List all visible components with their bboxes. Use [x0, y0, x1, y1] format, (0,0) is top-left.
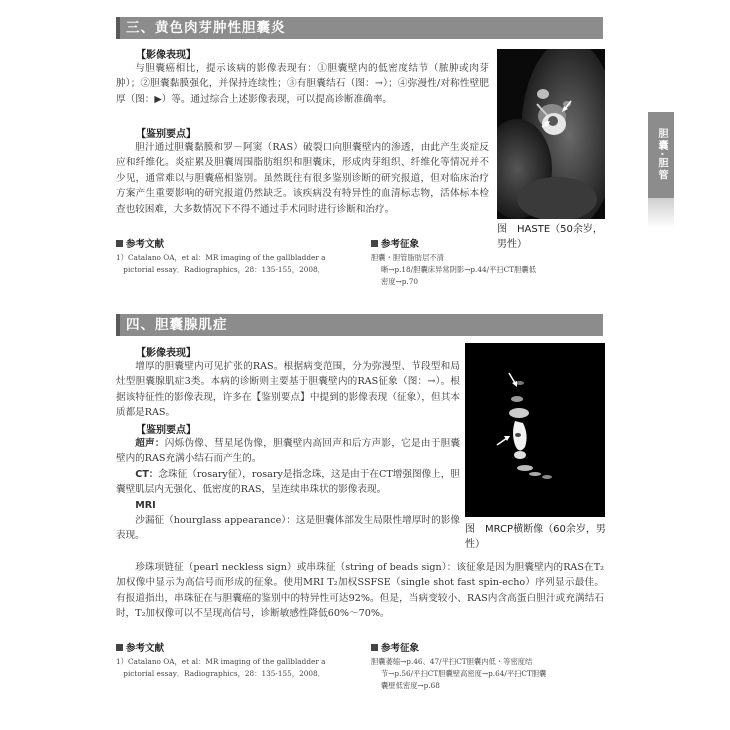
square-bullet-icon: [371, 240, 378, 247]
ct-label: CT：: [135, 468, 159, 480]
section4-imaging-heading: 【影像表现】: [136, 348, 196, 359]
mrcp-mri-image: [465, 343, 605, 517]
square-bullet-icon: [116, 240, 123, 247]
haste-mri-image: [497, 49, 605, 219]
section3-refs-list: [116, 252, 366, 276]
side-tab-shadow: [648, 198, 674, 228]
header-accent-bar: [116, 17, 120, 39]
section4-ct-paragraph: [116, 467, 460, 498]
square-bullet-icon: [116, 644, 123, 651]
sign-line: 晰→p.18/胆囊床异常阴影→p.44/平扫CT胆囊低: [381, 265, 537, 274]
section4-signs-heading-text: 参考征象: [381, 643, 420, 654]
section4-mri-text-wide: [116, 560, 604, 622]
reference-line: 1）Catalano OA，et al：MR imaging of the gallbladder a: [116, 253, 326, 262]
sign-line: 胆囊萎缩→p.46、47/平扫CT胆囊内低・等密度结: [371, 657, 533, 666]
section3-diff-paragraph: 胆汁通过胆囊黏膜和罗－阿窦（RAS）破裂口向胆囊壁内的渗透，由此产生炎症反应和纤维化。炎症累及胆囊周围脂肪组织和胆囊床，形成肉芽组织、纤维化等情况并不少见，通常难以与胆囊癌相鉴别。虽然既往有很多鉴别诊断的研究报道，但对临床治疗方案产生重要影响的研究报道仍然缺乏。该疾病没有特异性的血清标志物，活体标本检查也较困难，大多数情况下不得不通过手术同时进行诊断和治疗。: [116, 142, 489, 215]
section4-mri-paragraph-1: 沙漏征（hourglass appearance）：这是胆囊体部发生局限性增厚时的影像表现。: [116, 515, 460, 542]
section3-signs-heading-text: 参考征象: [381, 239, 420, 250]
reference-line: pictorial essay．Radiographics，28：135-155，2008．: [116, 669, 325, 678]
section3-signs-list: [371, 252, 611, 288]
us-text: 闪烁伪像、彗星尾伪像，胆囊壁内高回声和后方声影，它是由于胆囊壁内的RAS充满小结石而产生的。: [116, 438, 461, 465]
section3-imaging-heading: 【影像表现】: [136, 50, 196, 61]
sign-line: 胆囊・胆管脂肪层不清: [371, 253, 444, 262]
section4-figure-caption: 图 MRCP横断像（60余岁，男性）: [465, 524, 606, 550]
section3-refs-heading-text: 参考文献: [126, 239, 165, 250]
section4-signs-heading: [371, 640, 419, 654]
haste-mri-drawing: [497, 49, 605, 219]
section3-figure-caption: 图 HASTE（50余岁，男性）: [497, 224, 603, 250]
section4-diff-heading: 【鉴别要点】: [136, 425, 196, 436]
header-accent-bar: [116, 314, 120, 336]
section4-mri-label-line: [116, 498, 460, 513]
square-bullet-icon: [371, 644, 378, 651]
reference-line: pictorial essay．Radiographics，28：135-155，2008．: [116, 265, 325, 274]
side-chapter-tab: 胆囊·胆管: [648, 112, 674, 198]
mri-label: MRI: [135, 499, 156, 511]
section3-header: [116, 17, 603, 39]
sign-line: 囊壁低密度→p.68: [381, 681, 440, 690]
section4-refs-heading: [116, 640, 164, 654]
mrcp-mri-drawing: [465, 343, 605, 517]
section3-diff-text: [116, 140, 489, 217]
section4-refs-list: [116, 656, 366, 680]
section4-us-paragraph: [116, 436, 460, 467]
reference-line: 1）Catalano OA，et al：MR imaging of the gallbladder a: [116, 657, 326, 666]
section4-header: [116, 314, 603, 336]
section4-title: 四、胆囊腺肌症: [126, 317, 228, 333]
section3-title: 三、黄色肉芽肿性胆囊炎: [126, 20, 286, 36]
section4-refs-heading-text: 参考文献: [126, 643, 165, 654]
section4-signs-list: [371, 656, 611, 692]
us-label: 超声：: [135, 438, 165, 449]
section3-imaging-paragraph: 与胆囊癌相比，提示该病的影像表现有：①胆囊壁内的低密度结节（脓肿或肉芽肿）；②胆囊黏膜强化，并保持连续性；③有胆囊结石（图：→）；④弥漫性/对称性壁肥厚（图：▶）等。通过综合上述影像表现，可以提高诊断准确率。: [116, 63, 489, 105]
section4-imaging-text: [116, 359, 460, 421]
ct-text: 念珠征（rosary征），rosary是指念珠，这是由于在CT增强图像上，胆囊壁肌层内无强化、低密度的RAS，呈连续串珠状的影像表现。: [116, 468, 460, 496]
section3-diff-heading: 【鉴别要点】: [136, 129, 196, 140]
sign-line: 密度→p.70: [381, 277, 418, 286]
section3-refs-heading: [116, 236, 164, 250]
section4-diff-text: [116, 436, 460, 544]
section3-imaging-text: [116, 61, 489, 107]
section3-signs-heading: [371, 236, 419, 250]
section4-imaging-paragraph: 增厚的胆囊壁内可见扩张的RAS。根据病变范围，分为弥漫型、节段型和局灶型胆囊腺肌症3类。本病的诊断则主要基于胆囊壁内的RAS征象（图：→）。根据该特征性的影像表现，许多在【鉴别要点】中提到的影像表现（征象），但其本质都是RAS。: [116, 361, 460, 419]
sign-line: 节→p.56/平扫CT胆囊壁高密度→p.64/平扫CT胆囊: [381, 669, 547, 678]
section4-mri-paragraph-2: 珍珠项链征（pearl neckless sign）或串珠征（string of beads sign）：该征象是因为胆囊壁内的RAS在T₂加权像中显示为高信号而形成的征象。使用MRI T₂加权SSFSE（single shot fast spin-echo）序列显示最佳。有报道指出，串珠征在与胆囊癌的鉴别中的特异性可达92%。但是，当病变较小、RAS内含高蛋白胆汁或充满结石时，T₂加权像可以不呈现高信号，诊断敏感性降低60%～70%。: [116, 562, 604, 620]
